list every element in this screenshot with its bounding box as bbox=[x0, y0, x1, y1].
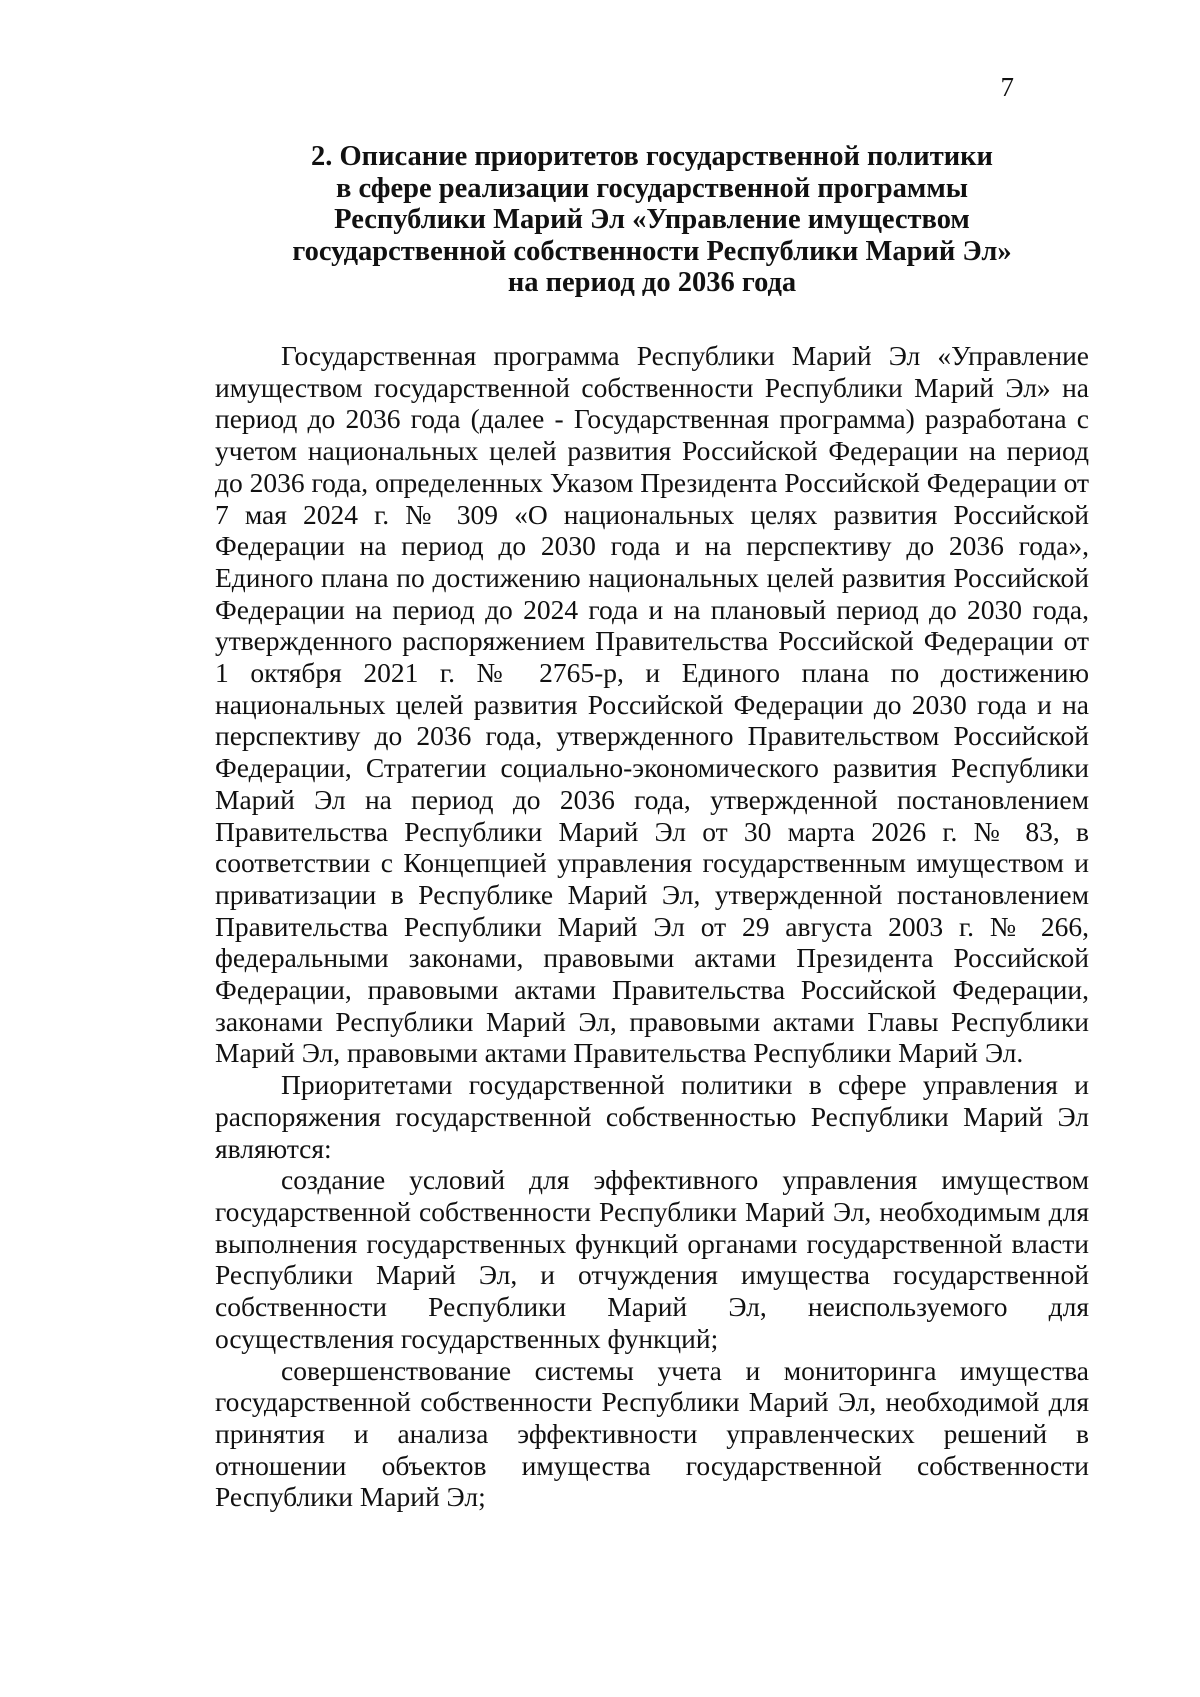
heading-line: 2. Описание приоритетов государственной политики bbox=[311, 141, 993, 172]
heading-line: государственной собственности Республики Марий Эл» bbox=[292, 235, 1012, 267]
page-number: 7 bbox=[1000, 72, 1014, 102]
paragraph-priorities-intro: Приоритетами государственной политики в сфере управления и распоряжения государственной собственностью Республики Марий Эл являются: bbox=[215, 1069, 1089, 1164]
heading-line: в сфере реализации государственной программы bbox=[336, 172, 968, 204]
paragraph-priority-management: создание условий для эффективного управления имуществом государственной собственности Республики Марий Эл, необходимым для выполнения государственных функций органами государственной власти Республики Марий Эл, и отчуждения имущества государственной собственности Республики Марий Эл, неиспользуемого для осуществления государственных функций; bbox=[215, 1164, 1089, 1354]
heading-line: на период до 2036 года bbox=[507, 267, 797, 298]
paragraph-program-basis: Государственная программа Республики Марий Эл «Управление имуществом государственной собственности Республики Марий Эл» на период до 2036 года (далее - Государственная программа) разработана с учетом национальных целей развития Российской Федерации на период до 2036 года, определенных Указом Президента Российской Федерации от 7 мая 2024 г. № 309 «О национальных целях развития Российской Федерации на период до 2030 года и на перспективу до 2036 года», Единого плана по достижению национальных целей развития Российской Федерации на период до 2024 года и на плановый период до 2030 года, утвержденного распоряжением Правительства Российской Федерации от 1 октября 2021 г. № 2765-р, и Единого плана по достижению национальных целей развития Российской Федерации до 2030 года и на перспективу до 2036 года, утвержденного Правительством Российской Федерации, Стратегии социально-экономического развития Республики Марий Эл на период до 2036 года, утвержденной постановлением Правительства Республики Марий Эл от 30 марта 2026 г. № 83, в соответствии с Концепцией управления государственным имуществом и приватизации в Республике Марий Эл, утвержденной постановлением Правительства Республики Марий Эл от 29 августа 2003 г. № 266, федеральными законами, правовыми актами Президента Российской Федерации, правовыми актами Правительства Российской Федерации, законами Республики Марий Эл, правовыми актами Главы Республики Марий Эл, правовыми актами Правительства Республики Марий Эл. bbox=[215, 340, 1089, 1069]
document-body bbox=[215, 340, 1089, 1513]
paragraph-priority-accounting: совершенствование системы учета и мониторинга имущества государственной собственности Республики Марий Эл, необходимой для принятия и анализа эффективности управленческих решений в отношении объектов имущества государственной собственности Республики Марий Эл; bbox=[215, 1354, 1089, 1513]
heading-line: Республики Марий Эл «Управление имуществом bbox=[334, 204, 970, 235]
section-heading bbox=[216, 141, 1088, 299]
